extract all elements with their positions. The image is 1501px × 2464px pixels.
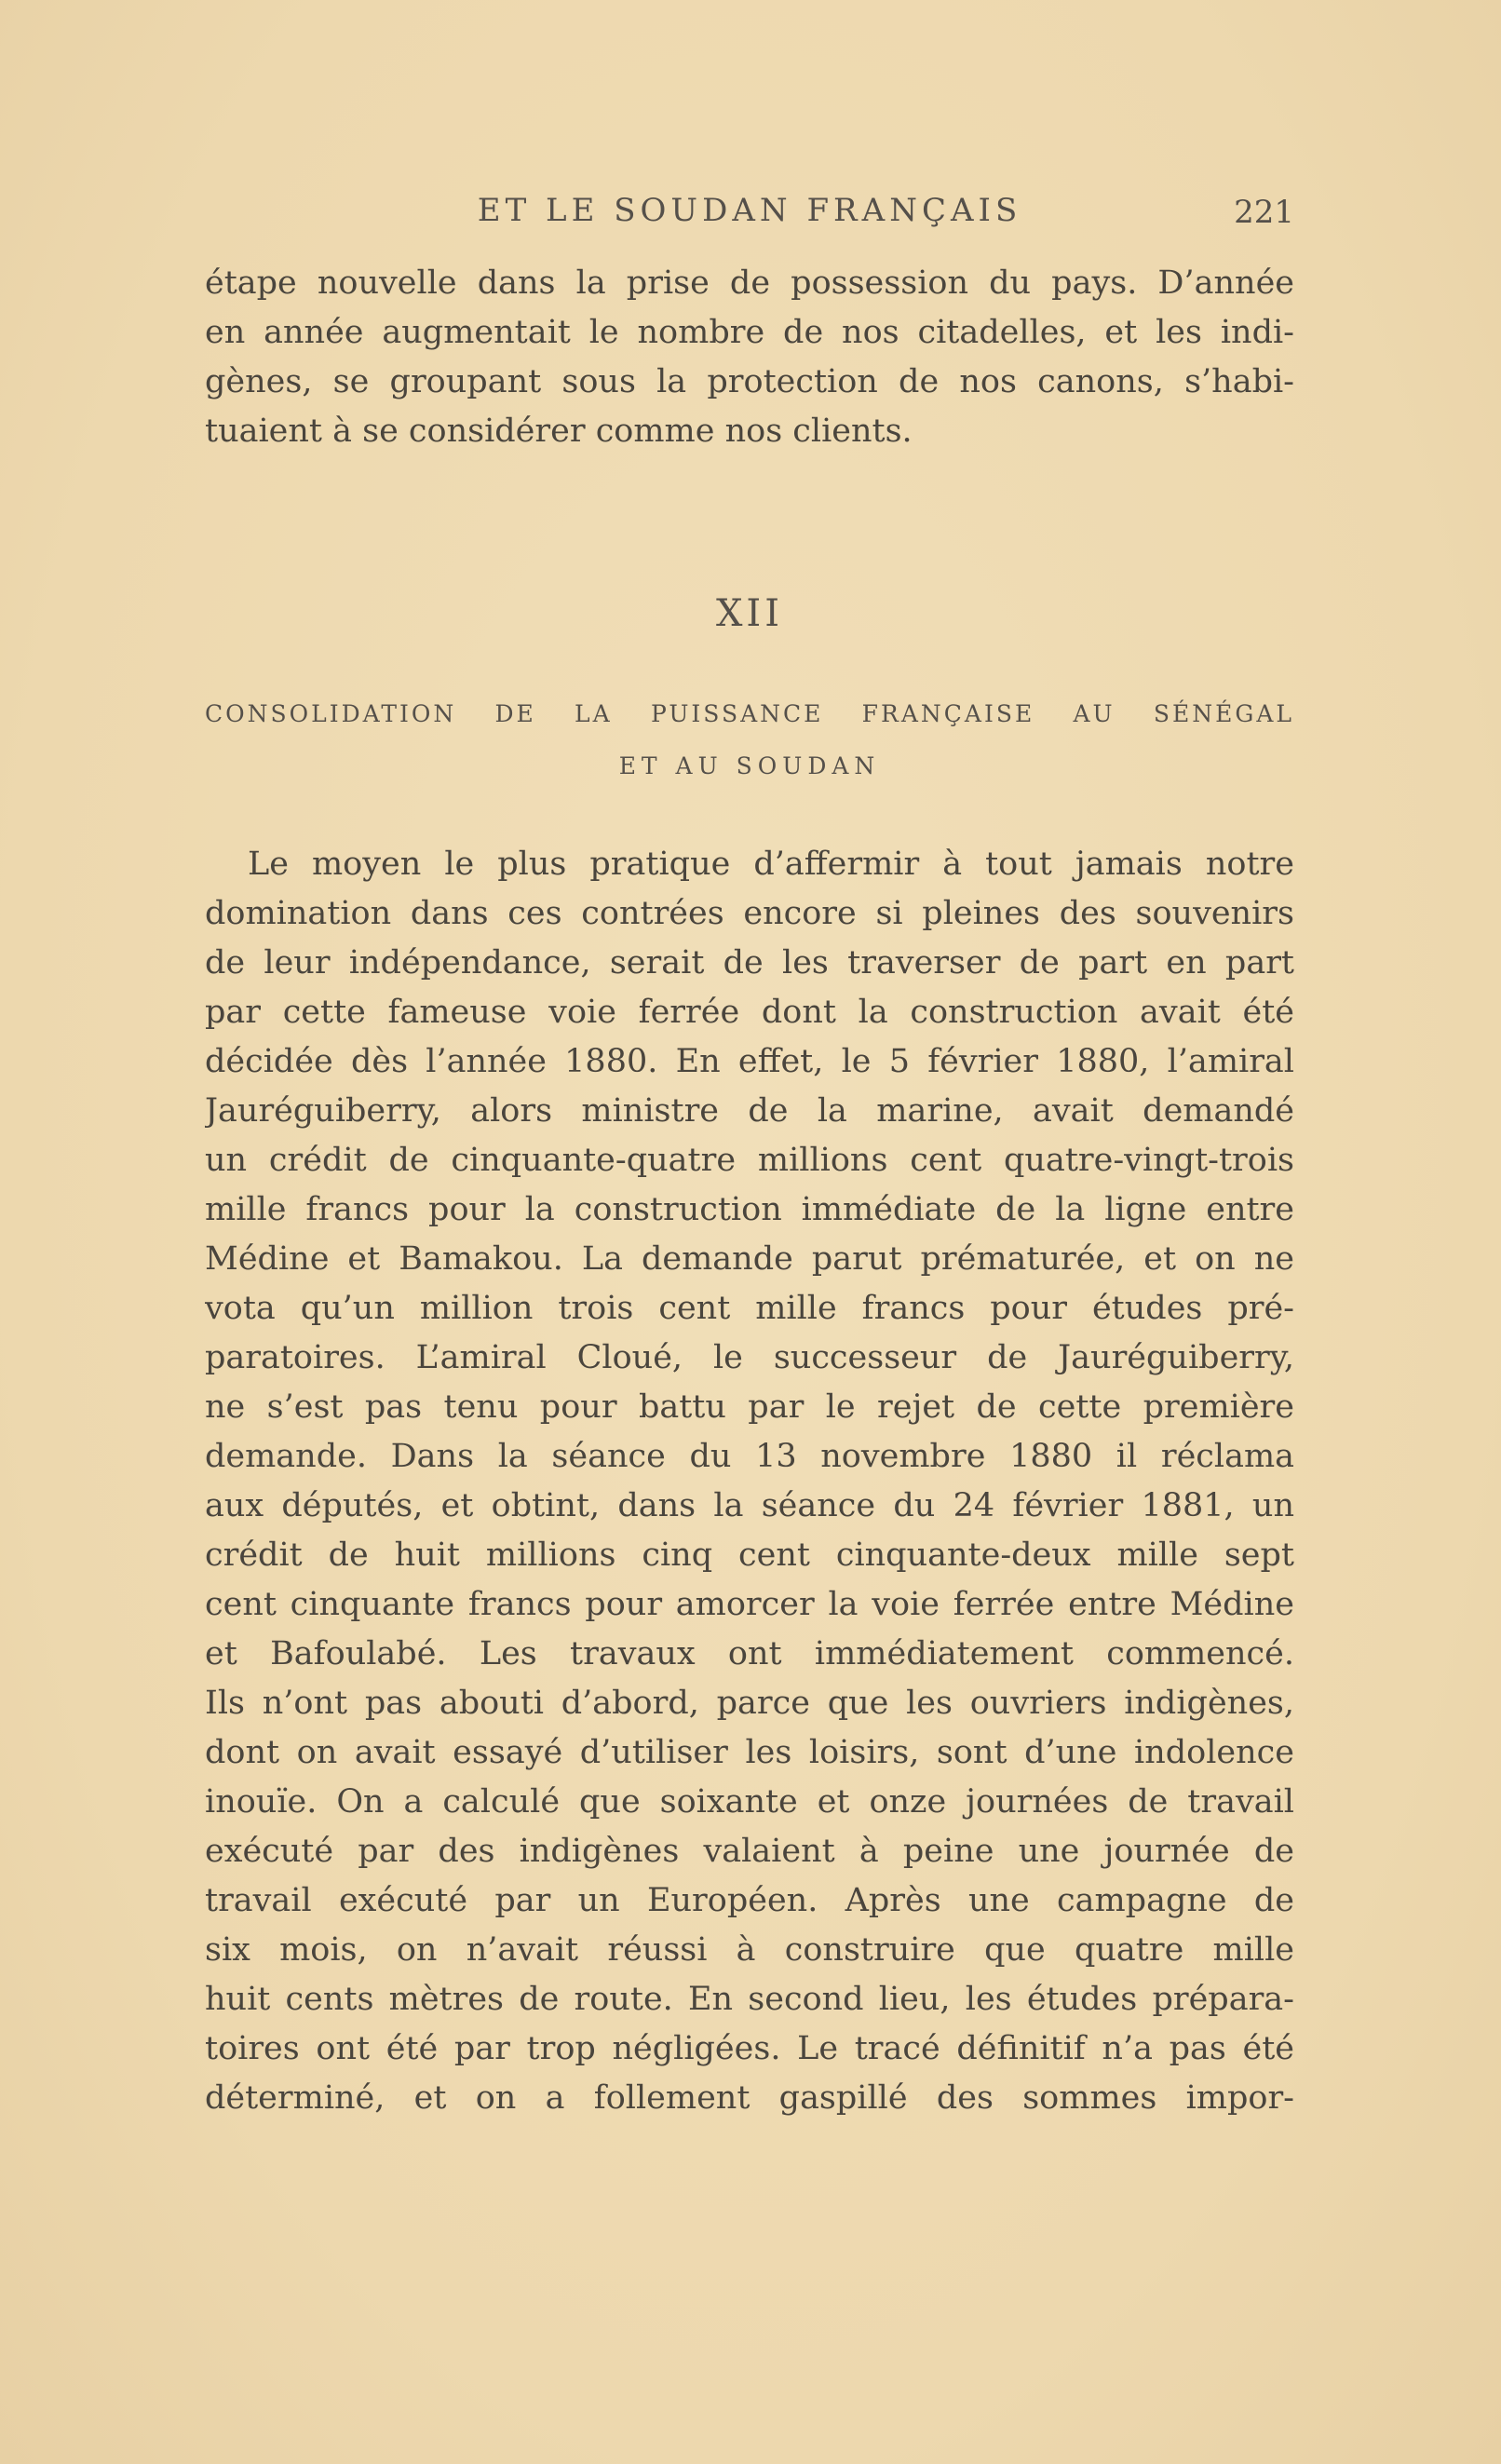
text-line: décidée dès l’année 1880. En effet, le 5 février 1880, l’amiral [205,1043,1294,1080]
text-line: et Bafoulabé. Les travaux ont immédiatement commencé. [205,1635,1294,1672]
text-line: cent cinquante francs pour amorcer la voie ferrée entre Médine [205,1586,1294,1623]
text-line: inouïe. On a calculé que soixante et onze journées de travail [205,1783,1294,1821]
running-head [205,192,1294,238]
text-line: gènes, se groupant sous la protection de nos canons, s’habi- [205,363,1294,400]
text-line: Ils n’ont pas abouti d’abord, parce que les ouvriers indigènes, [205,1685,1294,1722]
text-line: Le moyen le plus pratique d’affermir à tout jamais notre [248,846,1294,883]
running-title: ET LE SOUDAN FRANÇAIS [477,192,1022,229]
text-line: paratoires. L’amiral Cloué, le successeur de Jauréguiberry, [205,1339,1294,1376]
text-line: un crédit de cinquante-quatre millions cent quatre-vingt-trois [205,1142,1294,1179]
text-line: tuaient à se considérer comme nos clients. [205,413,913,450]
body-paragraph [205,840,1294,2123]
text-line: toires ont été par trop négligées. Le tracé définitif n’a pas été [205,2030,1294,2067]
text-line: crédit de huit millions cinq cent cinquante-deux mille sept [205,1537,1294,1574]
text-line: exécuté par des indigènes valaient à peine une journée de [205,1833,1294,1870]
text-line: dont on avait essayé d’utiliser les loisirs, sont d’une indolence [205,1734,1294,1771]
chapter-title-line-1: CONSOLIDATION DE LA PUISSANCE FRANÇAISE AU SÉNÉGAL [205,700,1294,727]
chapter-number: XII [715,592,784,635]
text-line: déterminé, et on a follement gaspillé des sommes impor- [205,2079,1294,2117]
page-number: 221 [1234,194,1294,231]
text-line: demande. Dans la séance du 13 novembre 1880 il réclama [205,1438,1294,1475]
text-line: vota qu’un million trois cent mille francs pour études pré- [205,1290,1294,1327]
text-line: huit cents mètres de route. En second lieu, les études prépara- [205,1981,1294,2018]
text-line: Jauréguiberry, alors ministre de la marine, avait demandé [205,1092,1294,1130]
text-line: domination dans ces contrées encore si pleines des souvenirs [205,895,1294,932]
text-line: ne s’est pas tenu pour battu par le rejet de cette première [205,1388,1294,1426]
text-line: six mois, on n’avait réussi à construire que quatre mille [205,1931,1294,1969]
chapter-title-line-2: ET AU SOUDAN [618,752,881,779]
text-line: mille francs pour la construction immédiate de la ligne entre [205,1191,1294,1228]
text-line: de leur indépendance, serait de les traverser de part en part [205,944,1294,982]
text-line: par cette fameuse voie ferrée dont la construction avait été [205,994,1294,1031]
text-line: travail exécuté par un Européen. Après une campagne de [205,1882,1294,1919]
text-line: en année augmentait le nombre de nos citadelles, et les indi- [205,314,1294,351]
intro-paragraph [205,259,1294,456]
text-line: Médine et Bamakou. La demande parut prématurée, et on ne [205,1240,1294,1278]
text-line: aux députés, et obtint, dans la séance du 24 février 1881, un [205,1487,1294,1524]
text-line: étape nouvelle dans la prise de possession du pays. D’année [205,264,1294,302]
